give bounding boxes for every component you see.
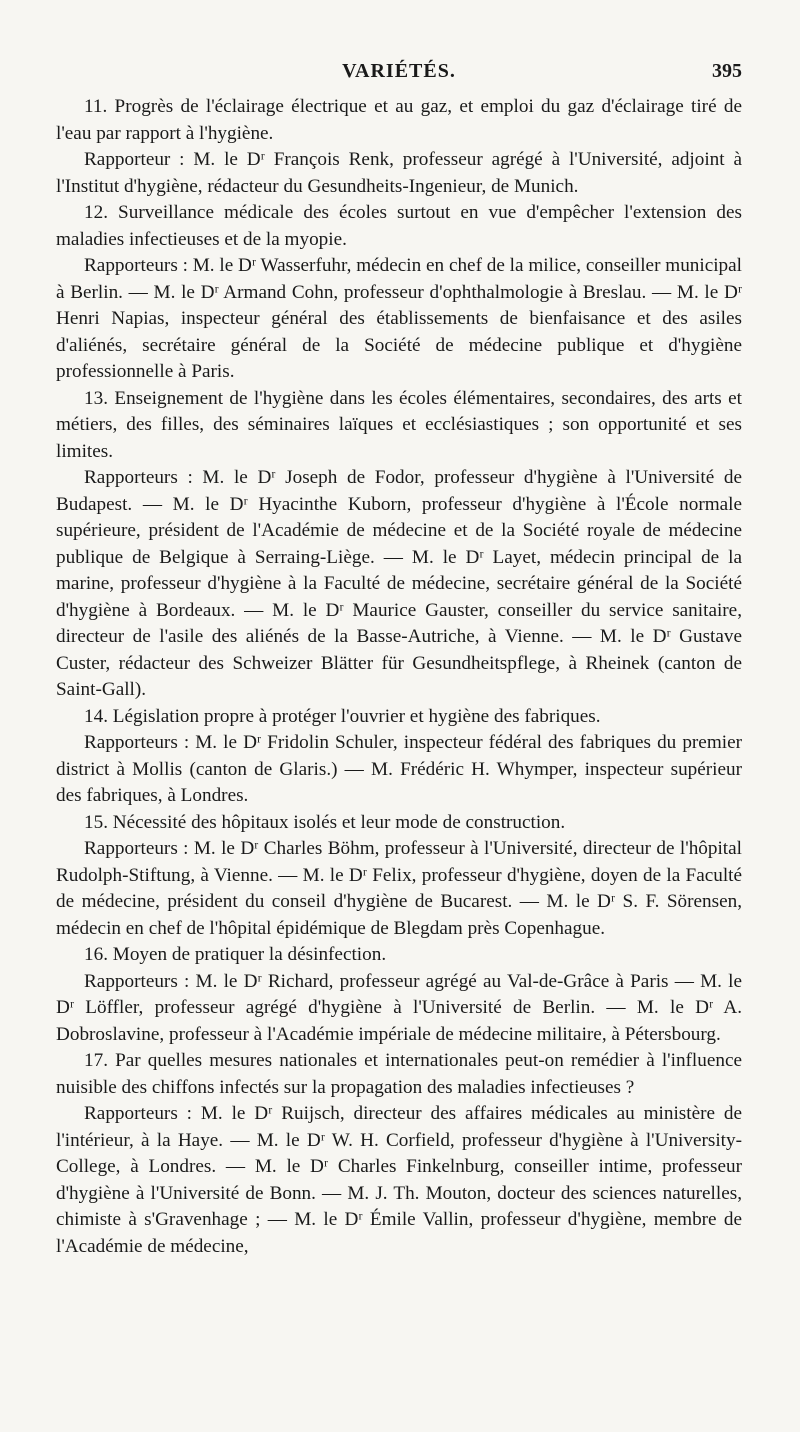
rapporteur-11: Rapporteur : M. le Dʳ François Renk, professeur agrégé à l'Université, adjoint à l'Institut d'hygiène, rédacteur du Gesundheits-Ingenieur, de Munich. bbox=[56, 149, 742, 197]
running-title: VARIÉTÉS. bbox=[342, 60, 456, 82]
rapporteurs-16: Rapporteurs : M. le Dʳ Richard, professeur agrégé au Val-de-Grâce à Paris — M. le Dʳ Löffler, professeur agrégé d'hygiène à l'Université de Berlin. — M. le Dʳ A. Dobroslavine, professeur à l'Académie impériale de médecine militaire, à Pétersbourg. bbox=[56, 970, 742, 1045]
item-16: 16. Moyen de pratiquer la désinfection. bbox=[84, 944, 387, 965]
item-11: 11. Progrès de l'éclairage électrique et au gaz, et emploi du gaz d'éclairage tiré de l'eau par rapport à l'hygiène. bbox=[56, 96, 742, 144]
rapporteurs-12: Rapporteurs : M. le Dʳ Wasserfuhr, médecin en chef de la milice, conseiller municipal à Berlin. — M. le Dʳ Armand Cohn, professeur d'ophthalmologie à Breslau. — M. le Dʳ Henri Napias, inspecteur général des établissements de bienfaisance et des asiles d'aliénés, secrétaire général de la Société de médecine publique et d'hygiène professionnelle à Paris. bbox=[56, 255, 742, 382]
item-14: 14. Législation propre à protéger l'ouvrier et hygiène des fabriques. bbox=[84, 705, 601, 727]
rapporteurs-14: Rapporteurs : M. le Dʳ Fridolin Schuler, inspecteur fédéral des fabriques du premier district à Mollis (canton de Glaris.) — M. Frédéric H. Whymper, inspecteur supérieur des fabriques, à Londres. bbox=[56, 732, 742, 806]
page-number: 395 bbox=[712, 60, 742, 82]
item-17: 17. Par quelles mesures nationales et internationales peut-on remédier à l'influence nuisible des chiffons infectés sur la propagation des maladies infectieuses ? bbox=[56, 1050, 742, 1098]
body-text bbox=[56, 94, 742, 1260]
item-15: 15. Nécessité des hôpitaux isolés et leur mode de construction. bbox=[84, 811, 566, 833]
rapporteurs-17: Rapporteurs : M. le Dʳ Ruijsch, directeur des affaires médicales au ministère de l'intérieur, à la Haye. — M. le Dʳ W. H. Corfield, professeur d'hygiène à l'University-College, à Londres. — M. le Dʳ Charles Finkelnburg, conseiller intime, professeur d'hygiène à l'Université de Bonn. — M. J. Th. Mouton, docteur des sciences naturelles, chimiste à s'Gravenhage ; — M. le Dʳ Émile Vallin, professeur d'hygiène, membre de l'Académie de médecine, bbox=[56, 1103, 742, 1257]
rapporteurs-13: Rapporteurs : M. le Dʳ Joseph de Fodor, professeur d'hygiène à l'Université de Budapest. — M. le Dʳ Hyacinthe Kuborn, professeur d'hygiène à l'École normale supérieure, président de l'Académie de médecine et de la Société royale de médecine publique de Belgique à Serraing-Liège. — M. le Dʳ Layet, médecin principal de la marine, professeur d'hygiène à la Faculté de médecine, secrétaire général de la Société d'hygiène à Bordeaux. — M. le Dʳ Maurice Gauster, conseiller du service sanitaire, directeur de l'asile des aliénés de la Basse-Autriche, à Vienne. — M. le Dʳ Gustave Custer, rédacteur des Schweizer Blätter für Gesundheitspflege, à Rheinek (canton de Saint-Gall). bbox=[56, 467, 742, 700]
page-header bbox=[56, 60, 742, 88]
rapporteurs-15: Rapporteurs : M. le Dʳ Charles Böhm, professeur à l'Université, directeur de l'hôpital Rudolph-Stiftung, à Vienne. — M. le Dʳ Felix, professeur d'hygiène, doyen de la Faculté de médecine, président du conseil d'hygiène de Bucarest. — M. le Dʳ S. F. Sörensen, médecin en chef de l'hôpital épidémique de Blegdam près Copenhague. bbox=[56, 838, 742, 939]
item-13: 13. Enseignement de l'hygiène dans les écoles élémentaires, secondaires, des arts et métiers, des filles, des séminaires laïques et ecclésiastiques ; son opportunité et ses limites. bbox=[56, 387, 742, 462]
item-12: 12. Surveillance médicale des écoles surtout en vue d'empêcher l'extension des maladies infectieuses et de la myopie. bbox=[56, 202, 742, 250]
